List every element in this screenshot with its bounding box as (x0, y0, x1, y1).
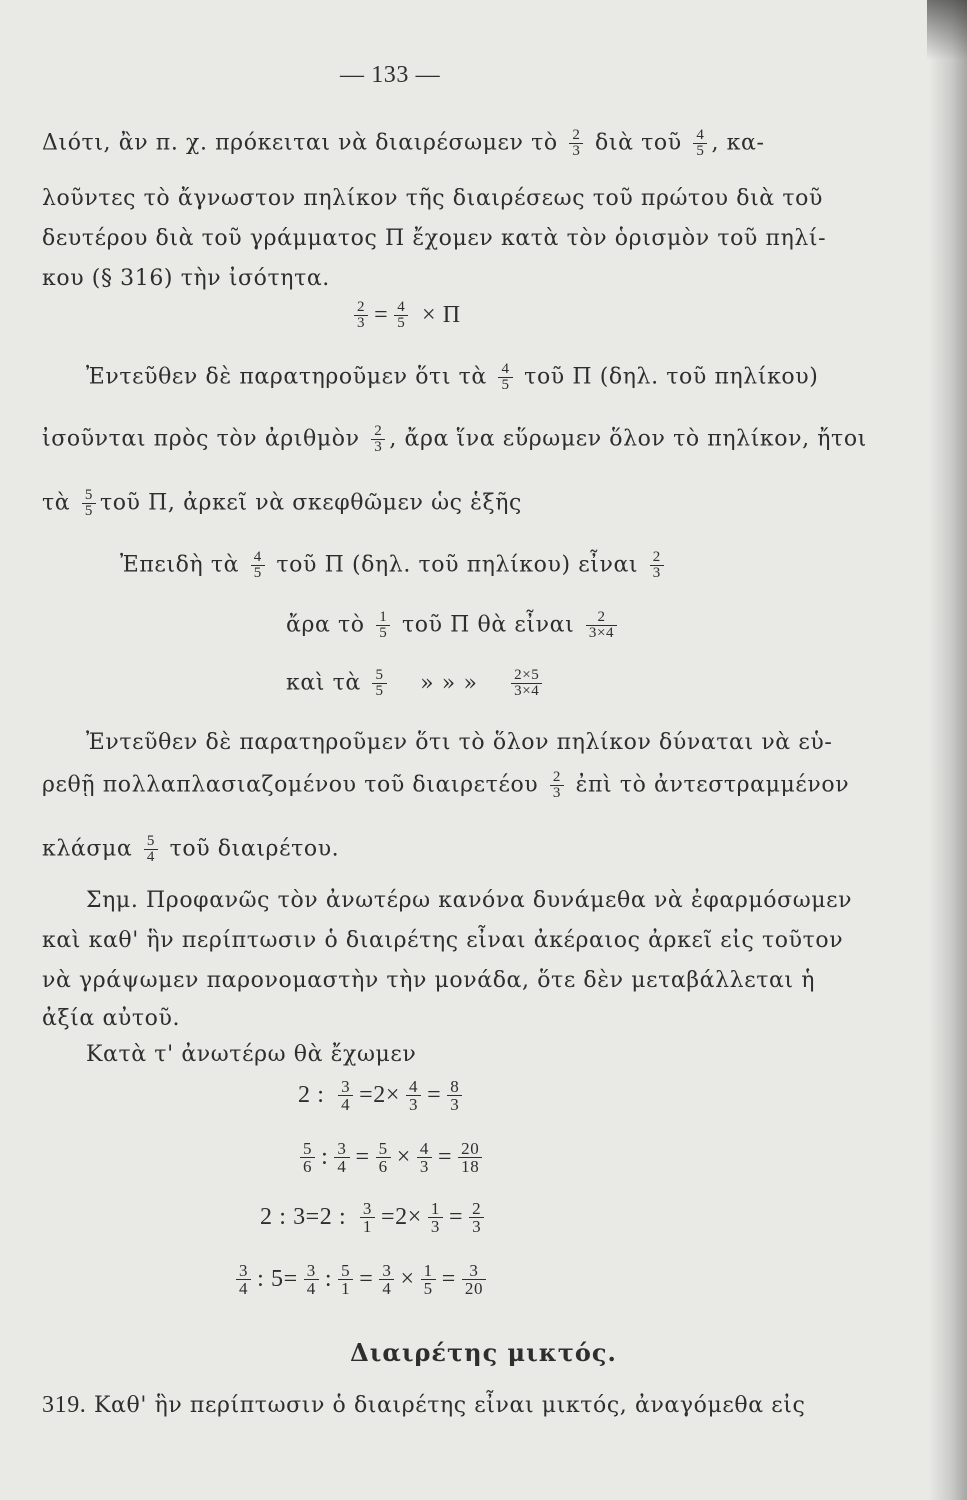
text-line: καὶ καθ' ἣν περίπτωσιν ὁ διαιρέτης εἶναι ἀκέραιος ἀρκεῖ εἰς τοῦτον (42, 928, 844, 953)
example-equation: 2 : 3=2 : $\frac{3}{1}$ =2× $\frac{1}{3}$ = $\frac{2}{3}$ (258, 1200, 488, 1235)
fraction: $\frac{4}{3}$ (406, 1078, 421, 1113)
fraction: $\frac{20}{18}$ (458, 1140, 482, 1175)
fraction: $\frac{4}{5}$ (498, 362, 512, 393)
fraction: $\frac{5}{4}$ (144, 834, 158, 865)
text-line: δευτέρου διὰ τοῦ γράμματος Π ἔχομεν κατὰ τὸν ὁρισμὸν τοῦ πηλί- (42, 226, 827, 251)
fraction: $\frac{4}{5}$ (394, 300, 408, 331)
text-line: ἄρα τὸ $\frac{1}{5}$ τοῦ Π θὰ εἶναι $\frac{2}{3\times 4}$ (286, 610, 621, 641)
example-equation: $\frac{5}{6}$ : $\frac{3}{4}$ = $\frac{5}{6}$ × $\frac{4}{3}$ = $\frac{20}{18}$ (296, 1140, 486, 1175)
example-equation: $\frac{3}{4}$ : 5= $\frac{3}{4}$ : $\frac{5}{1}$ = $\frac{3}{4}$ × $\frac{1}{5}$ = $\frac{3}{20}$ (232, 1262, 490, 1297)
text-line: λοῦντες τὸ ἄγνωστον πηλίκον τῆς διαιρέσεως τοῦ πρώτου διὰ τοῦ (42, 186, 823, 211)
text-line: ἰσοῦνται πρὸς τὸν ἀριθμὸν $\frac{2}{3}$ , ἄρα ἵνα εὕρωμεν ὅλον τὸ πηλίκον, ἤτοι (42, 423, 867, 455)
fraction: $\frac{1}{3}$ (428, 1200, 443, 1235)
text-line: Ἐντεῦθεν δὲ παρατηροῦμεν ὅτι τὸ ὅλον πηλίκον δύναται νὰ εὑ- (86, 730, 833, 755)
fraction: $\frac{3}{4}$ (379, 1262, 394, 1297)
text-line: Διότι, ἂν π. χ. πρόκειται νὰ διαιρέσωμεν τὸ $\frac{2}{3}$ διὰ τοῦ $\frac{4}{5}$ , κα- (42, 127, 765, 159)
fraction: $\frac{2}{3}$ (650, 550, 664, 581)
fraction: $\frac{1}{5}$ (376, 610, 390, 641)
fraction: $\frac{2}{3}$ (371, 424, 385, 455)
fraction: $\frac{4}{3}$ (417, 1140, 432, 1175)
fraction: $\frac{3}{4}$ (334, 1140, 349, 1175)
text-line: Ἐπειδὴ τὰ $\frac{4}{5}$ τοῦ Π (δηλ. τοῦ πηλίκου) εἶναι $\frac{2}{3}$ (120, 550, 668, 581)
text-line: ἀξία αὐτοῦ. (42, 1006, 181, 1031)
text-line: καὶ τὰ $\frac{5}{5}$ » » » $\frac{2\times 5}{3\times 4}$ (286, 668, 546, 699)
text-line: κου (§ 316) τὴν ἰσότητα. (42, 266, 330, 291)
fraction: $\frac{2}{3}$ (569, 128, 583, 159)
fraction: $\frac{5}{6}$ (300, 1140, 315, 1175)
text-line: κλάσμα $\frac{5}{4}$ τοῦ διαιρέτου. (42, 833, 340, 865)
fraction: $\frac{3}{4}$ (304, 1262, 319, 1297)
example-equation: 2 : $\frac{3}{4}$ =2× $\frac{4}{3}$ = $\frac{8}{3}$ (296, 1078, 466, 1113)
text-line: 319. Καθ' ἣν περίπτωσιν ὁ διαιρέτης εἶναι μικτός, ἀναγόμεθα εἰς (42, 1392, 806, 1418)
page-number: — 133 — (340, 62, 441, 88)
fraction: $\frac{8}{3}$ (447, 1078, 462, 1113)
fraction: $\frac{4}{5}$ (693, 128, 707, 159)
text-line: Κατὰ τ' ἀνωτέρω θὰ ἔχωμεν (86, 1042, 417, 1067)
fraction: $\frac{2}{3}$ (469, 1200, 484, 1235)
equation: $\frac{2}{3}$ = $\frac{4}{5}$ × Π (350, 300, 463, 331)
fraction: $\frac{5}{5}$ (372, 668, 386, 699)
fraction: $\frac{1}{5}$ (421, 1262, 436, 1297)
fraction: $\frac{3}{20}$ (462, 1262, 486, 1297)
fraction: $\frac{4}{5}$ (251, 550, 265, 581)
page-corner-shadow (927, 0, 967, 60)
fraction: $\frac{3}{4}$ (338, 1078, 353, 1113)
page-edge-shadow (929, 0, 967, 1500)
text-line: ρεθῇ πολλαπλασιαζομένου τοῦ διαιρετέου $\frac{2}{3}$ ἐπὶ τὸ ἀντεστραμμένον (42, 769, 850, 801)
fraction: $\frac{2}{3\times 4}$ (586, 610, 617, 641)
fraction: $\frac{3}{4}$ (236, 1262, 251, 1297)
fraction: $\frac{5}{5}$ (82, 488, 96, 519)
text-line: Σημ. Προφανῶς τὸν ἀνωτέρω κανόνα δυνάμεθα νὰ ἐφαρμόσωμεν (86, 888, 853, 913)
fraction: $\frac{2\times 5}{3\times 4}$ (511, 668, 542, 699)
fraction: $\frac{3}{1}$ (360, 1200, 375, 1235)
section-heading: Διαιρέτης μικτός. (350, 1338, 617, 1367)
text-line: τὰ $\frac{5}{5}$ τοῦ Π, ἀρκεῖ νὰ σκεφθῶμεν ὡς ἑξῆς (42, 487, 522, 519)
text-line: Ἐντεῦθεν δὲ παρατηροῦμεν ὅτι τὰ $\frac{4}{5}$ τοῦ Π (δηλ. τοῦ πηλίκου) (86, 361, 819, 393)
fraction: $\frac{5}{6}$ (376, 1140, 391, 1175)
fraction: $\frac{5}{1}$ (338, 1262, 353, 1297)
fraction: $\frac{2}{3}$ (550, 770, 564, 801)
text-line: νὰ γράψωμεν παρονομαστὴν τὴν μονάδα, ὅτε δὲν μεταβάλλεται ἡ (42, 968, 816, 993)
fraction: $\frac{2}{3}$ (354, 300, 368, 331)
